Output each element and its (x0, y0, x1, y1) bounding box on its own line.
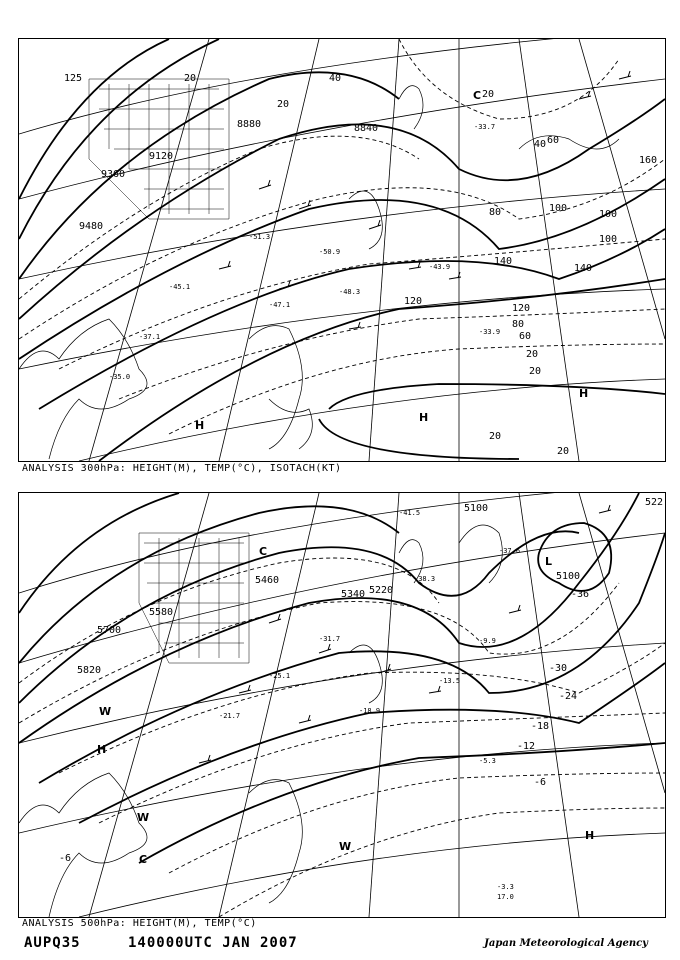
temp-label: 20 (557, 446, 570, 457)
temp-label: -6 (534, 777, 547, 788)
isotach-label: 40 (329, 73, 342, 84)
graticule (19, 39, 665, 461)
station-value: -35.0 (109, 373, 131, 381)
center-symbol: H (579, 387, 589, 400)
temp-label: -6 (59, 853, 72, 864)
center-symbol: H (97, 743, 107, 756)
height-contours (19, 39, 665, 461)
caption-500hpa: ANALYSIS 500hPa: HEIGHT(M), TEMP(°C) (22, 918, 257, 929)
temp-label: 60 (519, 331, 532, 342)
height-label: 5100 (556, 571, 581, 582)
height-label: 8840 (354, 123, 379, 134)
station-values (219, 509, 520, 901)
valid-time: 140000UTC JAN 2007 (128, 935, 298, 951)
station-value: -21.7 (219, 712, 241, 720)
temp-label: -18 (531, 721, 550, 732)
center-symbol: C (259, 545, 268, 558)
station-value: -51.3 (249, 233, 271, 241)
isotach-label: 60 (547, 135, 560, 146)
height-label: 5220 (369, 585, 394, 596)
temp-label: 100 (599, 209, 618, 220)
station-value: -31.7 (319, 635, 341, 643)
temp-label: 140 (574, 263, 593, 274)
temp-label: 80 (512, 319, 525, 330)
isotherms (19, 558, 665, 917)
center-symbol: H (195, 419, 205, 432)
contour-labels (59, 497, 663, 864)
isotach-label: 140 (494, 256, 513, 267)
height-label: 8880 (237, 119, 262, 130)
center-symbol: W (339, 840, 352, 853)
center-symbol: L (545, 555, 553, 568)
temp-label: 100 (599, 234, 618, 245)
hatched-area (89, 79, 229, 219)
center-symbol: W (99, 705, 112, 718)
temp-label: 20 (277, 99, 290, 110)
station-value: -33.9 (479, 328, 501, 336)
station-value: -43.9 (429, 263, 451, 271)
temp-label: -24 (559, 691, 578, 702)
chart-code: AUPQ35 (24, 935, 81, 951)
isotach-label: 100 (549, 203, 568, 214)
map-500hpa (19, 493, 665, 917)
station-value: -48.3 (339, 288, 361, 296)
isotach-label: 80 (489, 207, 502, 218)
caption-300hpa: ANALYSIS 300hPa: HEIGHT(M), TEMP(°C), ISOTACH(KT) (22, 463, 342, 474)
station-value: -41.5 (399, 509, 421, 517)
station-value: -38.3 (414, 575, 436, 583)
isotach-label: 120 (404, 296, 423, 307)
temp-label: 20 (482, 89, 495, 100)
chart-300hpa (18, 38, 666, 462)
height-label: 522 (645, 497, 664, 508)
station-value: -3.3 (497, 883, 514, 891)
temp-label: 20 (489, 431, 502, 442)
temp-label: 120 (512, 303, 531, 314)
temp-label: 20 (529, 366, 542, 377)
station-value: -9.9 (479, 637, 496, 645)
graticule (19, 493, 665, 917)
isotach-label: 20 (184, 73, 197, 84)
isotach-label: 125 (64, 73, 83, 84)
height-label: 5820 (77, 665, 102, 676)
station-value: 17.0 (497, 893, 514, 901)
map-300hpa (19, 39, 665, 461)
agency-name: Japan Meteorological Agency (484, 938, 648, 949)
temp-label: 40 (534, 139, 547, 150)
center-symbol: C (473, 89, 482, 102)
center-symbol: W (137, 811, 150, 824)
center-symbol: H (585, 829, 595, 842)
center-symbol: H (419, 411, 429, 424)
height-label: 5580 (149, 607, 174, 618)
temp-label: -30 (549, 663, 568, 674)
station-value: -13.5 (439, 677, 461, 685)
height-label: 5100 (464, 503, 489, 514)
station-value: -47.1 (269, 301, 291, 309)
station-value: -18.9 (359, 707, 381, 715)
station-value: -33.7 (474, 123, 496, 131)
station-value: -5.3 (479, 757, 496, 765)
contour-labels (64, 73, 657, 457)
height-label: 9480 (79, 221, 104, 232)
height-label: 9360 (101, 169, 126, 180)
chart-500hpa (18, 492, 666, 918)
height-label: 9120 (149, 151, 174, 162)
station-value: -37.6 (499, 547, 521, 555)
station-value: -37.1 (139, 333, 161, 341)
station-value: -50.9 (319, 248, 341, 256)
center-symbol: C (139, 853, 148, 866)
station-value: -45.1 (169, 283, 191, 291)
station-value: -25.1 (269, 672, 291, 680)
height-label: 5460 (255, 575, 280, 586)
isotach-label: 160 (639, 155, 658, 166)
temp-label: 20 (526, 349, 539, 360)
temp-label: -12 (517, 741, 536, 752)
temp-label: -36 (571, 589, 590, 600)
height-label: 5700 (97, 625, 122, 636)
height-label: 5340 (341, 589, 366, 600)
